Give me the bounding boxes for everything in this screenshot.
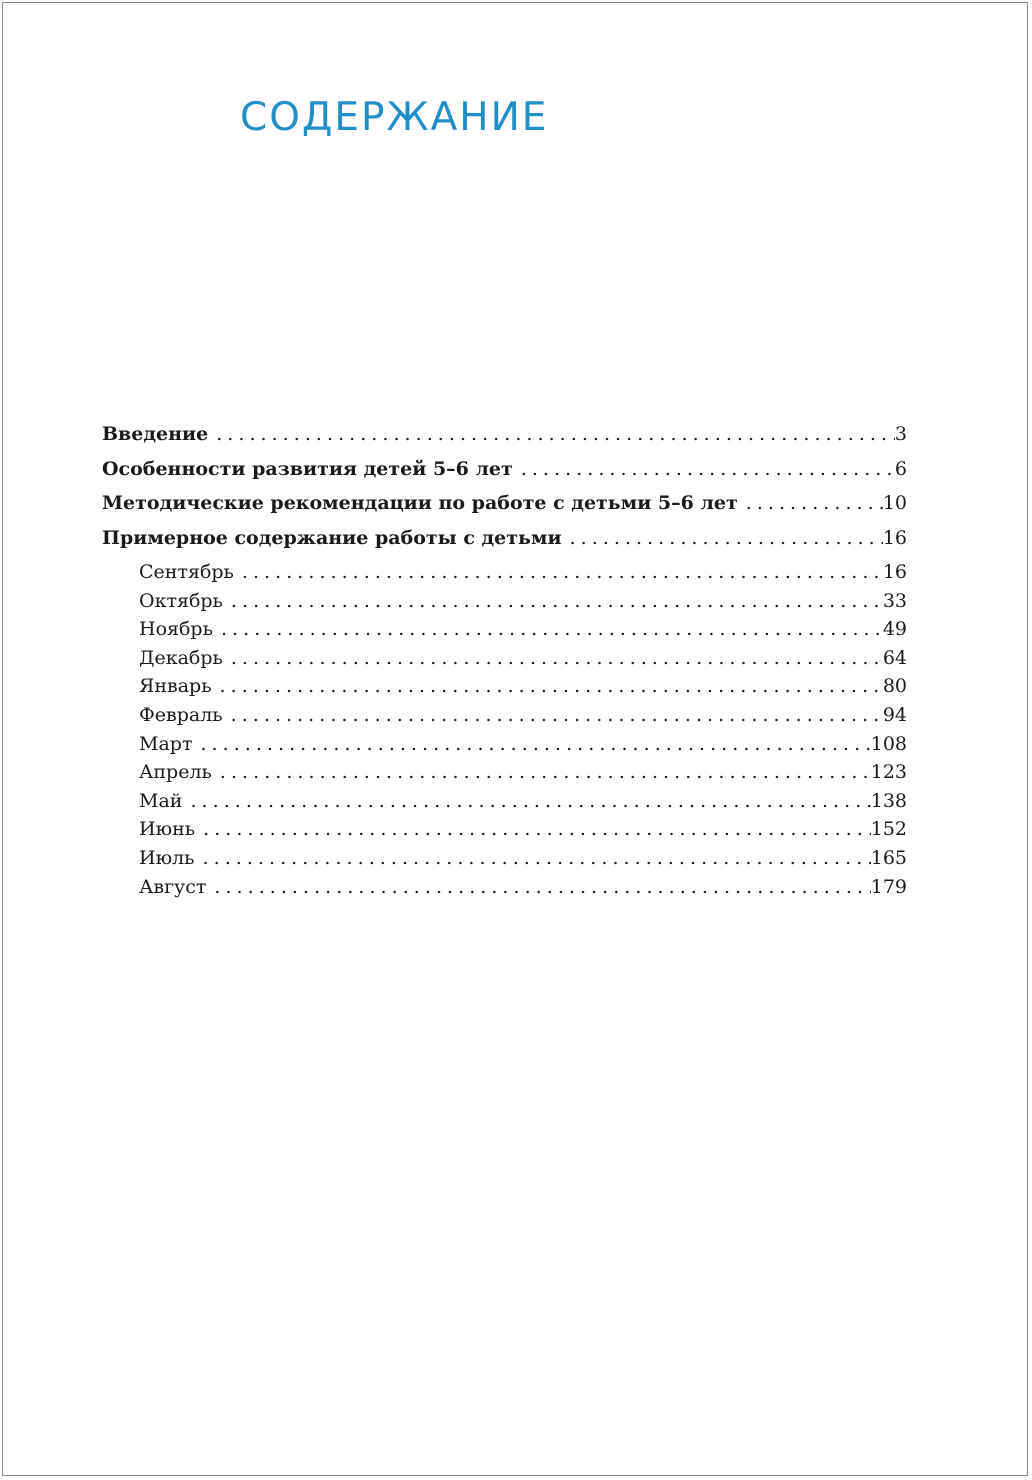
toc-entry-label: Июнь [139, 818, 196, 841]
toc-entry-page: 179 [870, 875, 907, 898]
toc-entry-page: 33 [882, 589, 907, 612]
toc-entry-label: Введение [102, 423, 209, 445]
dot-leader [738, 489, 883, 517]
toc-entry-june[interactable] [102, 815, 907, 844]
dot-leader [192, 730, 870, 759]
toc-entry-may[interactable] [102, 787, 907, 816]
toc-entry-label: Примерное содержание работы с детьми [102, 526, 562, 549]
toc-entry-page: 138 [870, 789, 907, 812]
dot-leader [208, 420, 895, 448]
toc-entry-sample-content[interactable] [102, 524, 907, 559]
toc-entry-label: Сентябрь [139, 561, 234, 583]
toc-entry-page: 10 [882, 492, 907, 514]
toc-entry-march[interactable] [102, 730, 907, 759]
dot-leader [234, 558, 883, 587]
dot-leader [212, 758, 871, 787]
page-title: СОДЕРЖАНИЕ [240, 95, 549, 140]
toc-entry-label: Октябрь [139, 589, 223, 612]
dot-leader [212, 672, 883, 701]
toc-entry-september[interactable] [102, 558, 907, 587]
toc-entry-label: Март [139, 732, 193, 755]
toc-entry-label: Особенности развития детей 5–6 лет [102, 457, 513, 480]
toc-entry-page: 165 [870, 846, 907, 869]
toc-entry-label: Июль [139, 846, 195, 869]
toc-entry-february[interactable] [102, 701, 907, 730]
toc-entry-page: 6 [894, 457, 907, 480]
dot-leader [562, 524, 883, 552]
toc-entry-december[interactable] [102, 644, 907, 673]
dot-leader [223, 587, 883, 616]
toc-entry-introduction[interactable] [102, 420, 907, 455]
toc-entry-page: 80 [882, 675, 907, 698]
dot-leader [223, 701, 883, 730]
toc-entry-methodical-recommendations[interactable] [102, 489, 907, 524]
toc-entry-page: 108 [870, 732, 907, 755]
dot-leader [513, 455, 895, 483]
toc-entry-january[interactable] [102, 672, 907, 701]
toc-entry-development-features[interactable] [102, 455, 907, 490]
toc-entry-label: Ноябрь [139, 618, 213, 641]
dot-leader [213, 615, 883, 644]
toc-entry-page: 16 [882, 526, 907, 549]
dot-leader [182, 787, 870, 816]
toc-entry-page: 152 [870, 818, 907, 841]
toc-entry-page: 123 [870, 761, 907, 784]
toc-entry-label: Февраль [139, 703, 223, 726]
table-of-contents [102, 420, 907, 901]
page [2, 2, 1028, 1476]
toc-entry-label: Апрель [139, 761, 212, 784]
toc-entry-label: Август [139, 875, 207, 898]
toc-entry-july[interactable] [102, 844, 907, 873]
toc-entry-label: Декабрь [139, 646, 223, 669]
toc-entry-page: 16 [882, 561, 907, 583]
toc-entry-page: 64 [882, 646, 907, 669]
toc-entry-november[interactable] [102, 615, 907, 644]
toc-entry-label: Методические рекомендации по работе с детьми 5–6 лет [102, 492, 738, 514]
dot-leader [195, 815, 871, 844]
toc-entry-page: 3 [894, 423, 907, 445]
toc-entry-page: 49 [882, 618, 907, 641]
dot-leader [223, 644, 883, 673]
toc-entry-april[interactable] [102, 758, 907, 787]
toc-entry-august[interactable] [102, 873, 907, 902]
dot-leader [195, 844, 871, 873]
toc-entry-label: Январь [139, 675, 212, 698]
toc-entry-label: Май [139, 789, 183, 812]
toc-entry-october[interactable] [102, 587, 907, 616]
toc-entry-page: 94 [882, 703, 907, 726]
dot-leader [206, 873, 870, 902]
